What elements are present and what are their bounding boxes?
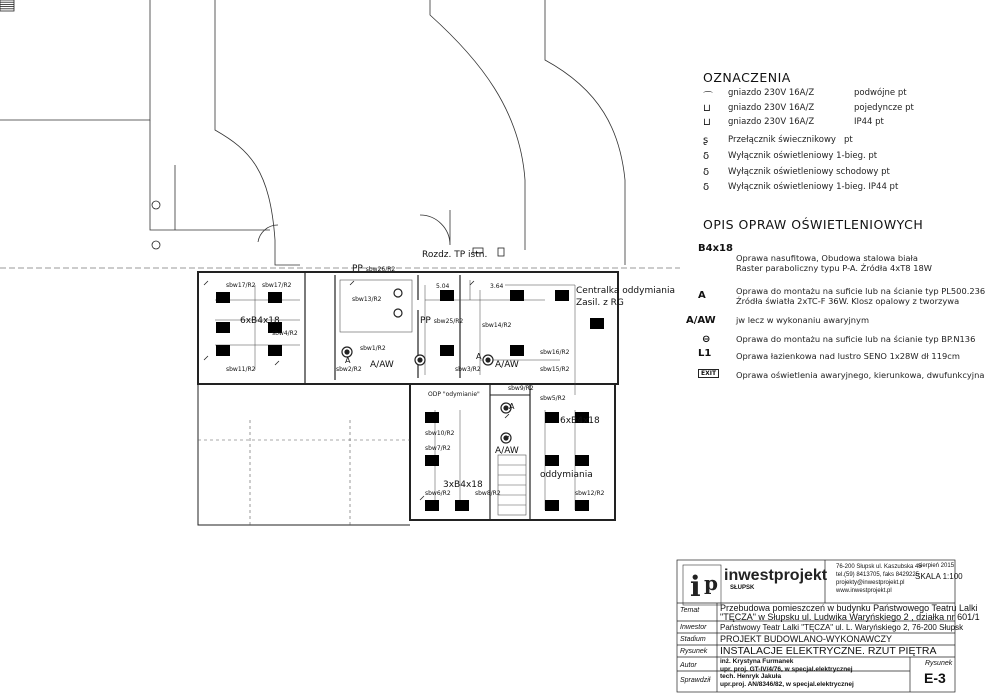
luminaire-code: A <box>698 290 706 301</box>
luminaire-desc: Oprawa oświetlenia awaryjnego, kierunkowa, dwufunkcyjna <box>736 370 985 380</box>
circuit-label: sbw12/R2 <box>575 490 605 497</box>
circuit-label: sbw9/R2 <box>508 385 534 392</box>
luminaires-title: OPIS OPRAW OŚWIETLENIOWYCH <box>703 217 924 232</box>
tb-label: Temat <box>680 607 700 614</box>
luminaire-a-label: A <box>476 352 482 361</box>
luminaire-desc: jw lecz w wykonaniu awaryjnym <box>736 315 870 325</box>
luminaire-group-label: 6xB4x18 <box>240 316 280 326</box>
smoke-button-label: ODP "odymianie" <box>428 391 480 398</box>
switch-single-icon: δ <box>703 151 710 162</box>
circuit-label: sbw13/R2 <box>352 296 382 303</box>
tb-value: "TĘCZA" w Słupsku ul. Ludwika Waryńskiego 2 , działka nr 601/1 <box>720 612 980 622</box>
svg-text:i: i <box>690 570 701 603</box>
oddymiania-label: oddymiania <box>540 470 593 480</box>
scale-label: SKALA 1:100 <box>915 572 963 581</box>
luminaire-group-label: 3xB4x18 <box>443 480 483 490</box>
tb-label: Stadium <box>680 636 706 643</box>
emergency-luminaire-label: A/AW <box>495 446 519 456</box>
luminaire-desc: Oprawa do montażu na suficie lub na ścianie typ BP.N136 <box>736 334 976 344</box>
luminaire-group-label: 6xB4x18 <box>560 416 600 426</box>
luminaire-code: L1 <box>698 348 712 359</box>
switch-chandelier-icon: ʂ <box>703 135 709 146</box>
exit-sign-icon: EXIT <box>698 369 719 378</box>
luminaire-code: B4x18 <box>698 243 733 254</box>
circuit-label: sbw2/R2 <box>336 366 362 373</box>
tb-value: INSTALACJE ELEKTRYCZNE. RZUT PIĘTRA <box>720 645 937 657</box>
legend-item: gniazdo 230V 16A/Z pojedyncze pt <box>728 103 914 113</box>
date-label: sierpień 2015 <box>918 563 955 569</box>
pp-label: PP sbw25/R2 <box>420 316 464 326</box>
tb-value: PROJEKT BUDOWLANO-WYKONAWCZY <box>720 634 893 644</box>
luminaire-desc: Oprawa nasufitowa, Obudowa stalowa biała Raster paraboliczny typu P-A. Źródła 4xT8 18W <box>736 253 932 273</box>
socket-single-icon: ⊔ <box>703 103 711 114</box>
company-city: SŁUPSK <box>730 585 755 591</box>
luminaire-code: A/AW <box>686 315 716 326</box>
emergency-luminaire-label: A/AW <box>495 360 519 370</box>
circuit-label: sbw15/R2 <box>540 366 570 373</box>
legend-item: Wyłącznik oświetleniowy 1-bieg. IP44 pt <box>728 182 899 192</box>
height-mark: 3.64 <box>490 283 504 290</box>
switchboard-label: Rozdz. TP istn. <box>422 250 488 260</box>
legend-item: gniazdo 230V 16A/Z IP44 pt <box>728 117 884 127</box>
luminaire-desc: Oprawa łazienkowa nad lustro SENO 1x28W dł 119cm <box>736 351 960 361</box>
height-mark: 5.04 <box>436 283 450 290</box>
circuit-label: sbw11/R2 <box>226 366 256 373</box>
circuit-label: sbw5/R2 <box>540 395 566 402</box>
luminaire-a-label: A <box>345 356 351 365</box>
legend-title: OZNACZENIA <box>703 70 791 85</box>
supply-label: Zasil. z RG <box>576 298 624 308</box>
luminaire-a-label: A <box>509 402 515 411</box>
switch-ip44-icon: δ <box>703 182 710 193</box>
luminaire-desc: Oprawa do montażu na suficie lub na ścianie typ PL500.236 Źródła światła 2xTC-F 36W. Klosz opalowy z tworzywa <box>736 286 985 306</box>
circuit-label: sbw8/R2 <box>475 490 501 497</box>
circuit-label: sbw7/R2 <box>425 445 451 452</box>
circuit-label: sbw3/R2 <box>455 366 481 373</box>
tb-value: Państwowy Teatr Lalki "TĘCZA" ul. L. Waryńskiego 2, 76-200 Słupsk <box>720 623 964 632</box>
pp-label: PP sbw26/R2 <box>352 264 396 274</box>
emergency-luminaire-label: A/AW <box>370 360 394 370</box>
author-block: inż. Krystyna Furmanek upr. proj. GT-IV/4/76, w specjal.elektrycznej <box>720 658 853 673</box>
circuit-label: sbw4/R2 <box>272 330 298 337</box>
circuit-label: sbw6/R2 <box>425 490 451 497</box>
tb-label: Rysunek <box>680 648 708 655</box>
switch-stair-icon: δ <box>703 167 710 178</box>
drawing-number: E-3 <box>924 670 946 686</box>
circuit-label: sbw10/R2 <box>425 430 455 437</box>
circuit-label: sbw16/R2 <box>540 349 570 356</box>
checker-block: tech. Henryk Jakuła upr.proj. AN/8346/82, w specjal.elektrycznej <box>720 673 854 688</box>
legend-item: Przełącznik świecznikowy pt <box>728 135 853 145</box>
tb-label: Autor <box>680 662 697 669</box>
circuit-label: sbw14/R2 <box>482 322 512 329</box>
circuit-label: sbw17/R2 <box>262 282 292 289</box>
centralka-label: Centralka oddymiania <box>576 286 675 296</box>
tb-value: Przebudowa pomieszczeń w budynku Państwowego Teatru Lalki <box>720 603 978 613</box>
bulkhead-icon: ⊖ <box>702 334 711 345</box>
socket-double-icon: ⌒ <box>703 92 713 103</box>
company-name: inwestprojekt <box>724 567 828 584</box>
company-logo <box>683 565 721 605</box>
tb-label: Rysunek <box>925 660 953 667</box>
socket-ip44-icon: ⊔ <box>703 117 711 128</box>
legend-item: Wyłącznik oświetleniowy schodowy pt <box>728 167 890 177</box>
tb-label: Sprawdził <box>680 677 711 684</box>
circuit-label: sbw1/R2 <box>360 345 386 352</box>
legend-item: Wyłącznik oświetleniowy 1-bieg. pt <box>728 151 878 161</box>
svg-text:p: p <box>704 571 718 595</box>
legend-item: gniazdo 230V 16A/Z podwójne pt <box>728 88 907 98</box>
tb-label: Inwestor <box>680 624 707 631</box>
circuit-label: sbw17/R2 <box>226 282 256 289</box>
company-address: 76-200 Słupsk ul. Kaszubska 45 tel.(59) 8413705, faks 8429225 projekty@inwestprojekt.pl www.inwestprojekt.pl <box>836 564 922 594</box>
